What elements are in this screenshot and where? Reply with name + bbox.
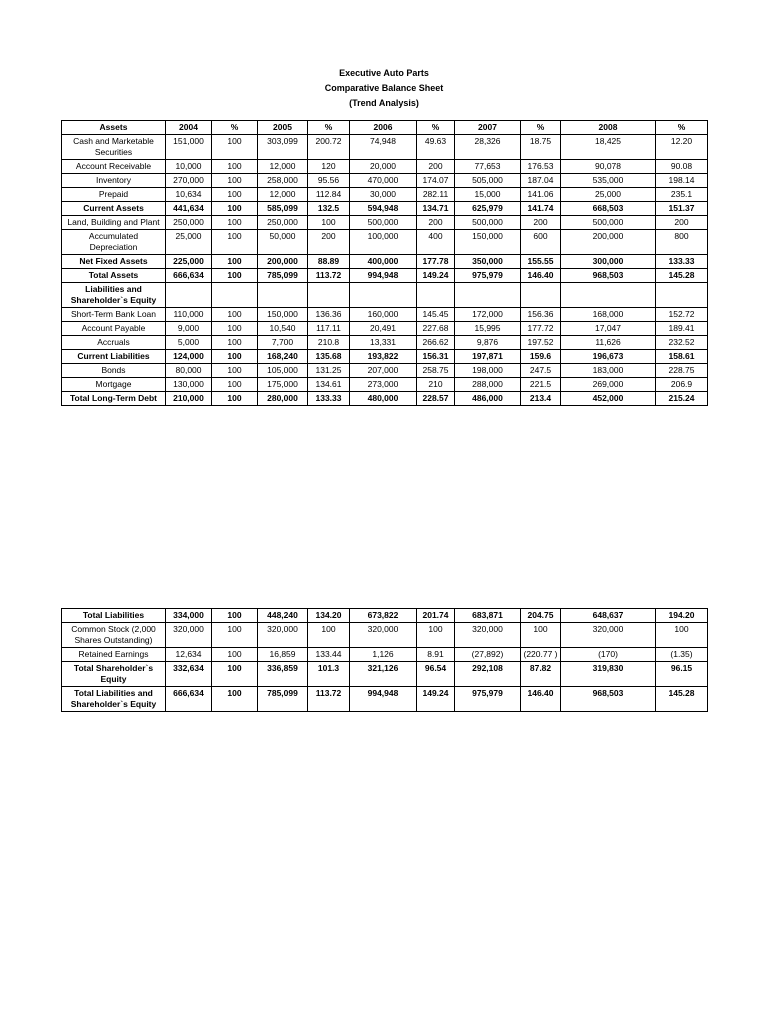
table-row xyxy=(62,255,708,269)
value-cell: 585,099 xyxy=(258,202,308,216)
value-cell: 100 xyxy=(308,623,350,648)
header-cell: % xyxy=(656,121,708,135)
value-cell: 994,948 xyxy=(350,687,417,712)
value-cell: 648,637 xyxy=(561,609,656,623)
value-cell: 594,948 xyxy=(350,202,417,216)
value-cell: 100 xyxy=(212,392,258,406)
value-cell: 96.54 xyxy=(417,662,455,687)
value-cell: 213.4 xyxy=(521,392,561,406)
value-cell: 100 xyxy=(212,648,258,662)
value-cell: 151,000 xyxy=(166,135,212,160)
value-cell: 159.6 xyxy=(521,350,561,364)
value-cell: 666,634 xyxy=(166,269,212,283)
header-cell: 2007 xyxy=(455,121,521,135)
value-cell: 100 xyxy=(417,623,455,648)
value-cell: 535,000 xyxy=(561,174,656,188)
value-cell: 968,503 xyxy=(561,687,656,712)
row-label: Total Liabilities xyxy=(62,609,166,623)
value-cell: 105,000 xyxy=(258,364,308,378)
value-cell: 625,979 xyxy=(455,202,521,216)
table-row xyxy=(62,230,708,255)
value-cell: 320,000 xyxy=(166,623,212,648)
value-cell: 151.37 xyxy=(656,202,708,216)
value-cell: 1,126 xyxy=(350,648,417,662)
value-cell: 258.75 xyxy=(417,364,455,378)
value-cell: 95.56 xyxy=(308,174,350,188)
value-cell: 100 xyxy=(212,216,258,230)
value-cell: 30,000 xyxy=(350,188,417,202)
value-cell: 174.07 xyxy=(417,174,455,188)
value-cell xyxy=(308,283,350,308)
sheet-title: Comparative Balance Sheet xyxy=(324,83,444,93)
table-row xyxy=(62,648,708,662)
value-cell: 145.28 xyxy=(656,269,708,283)
table-row xyxy=(62,160,708,174)
value-cell xyxy=(212,283,258,308)
row-label: Mortgage xyxy=(62,378,166,392)
value-cell xyxy=(656,283,708,308)
value-cell: 280,000 xyxy=(258,392,308,406)
value-cell: 100 xyxy=(521,623,561,648)
document-title-block xyxy=(0,66,768,111)
table-row xyxy=(62,378,708,392)
value-cell: 194.20 xyxy=(656,609,708,623)
value-cell: 470,000 xyxy=(350,174,417,188)
value-cell: 50,000 xyxy=(258,230,308,255)
balance-sheet-table xyxy=(61,120,708,406)
value-cell: 149.24 xyxy=(417,269,455,283)
value-cell: 20,000 xyxy=(350,160,417,174)
table-row xyxy=(62,135,708,160)
value-cell: (220.77 ) xyxy=(521,648,561,662)
row-label: Account Payable xyxy=(62,322,166,336)
value-cell: 269,000 xyxy=(561,378,656,392)
table-row xyxy=(62,392,708,406)
value-cell: 266.62 xyxy=(417,336,455,350)
value-cell: 500,000 xyxy=(350,216,417,230)
value-cell: 400,000 xyxy=(350,255,417,269)
table-header-row xyxy=(62,121,708,135)
value-cell: 452,000 xyxy=(561,392,656,406)
table-row xyxy=(62,364,708,378)
value-cell: 683,871 xyxy=(455,609,521,623)
table-row xyxy=(62,174,708,188)
value-cell: 158.61 xyxy=(656,350,708,364)
value-cell: 196,673 xyxy=(561,350,656,364)
value-cell: 100 xyxy=(212,308,258,322)
value-cell: 201.74 xyxy=(417,609,455,623)
value-cell: 100 xyxy=(212,364,258,378)
value-cell: 320,000 xyxy=(561,623,656,648)
value-cell: 177.78 xyxy=(417,255,455,269)
row-label: Inventory xyxy=(62,174,166,188)
value-cell: 15,995 xyxy=(455,322,521,336)
value-cell: 87.82 xyxy=(521,662,561,687)
row-label: Total Liabilities and Shareholder`s Equity xyxy=(62,687,166,712)
value-cell: 288,000 xyxy=(455,378,521,392)
value-cell: 13,331 xyxy=(350,336,417,350)
row-label: Current Assets xyxy=(62,202,166,216)
value-cell: 134.61 xyxy=(308,378,350,392)
value-cell: 100 xyxy=(212,687,258,712)
table-row xyxy=(62,283,708,308)
value-cell: 206.9 xyxy=(656,378,708,392)
table-row xyxy=(62,188,708,202)
value-cell: 145.28 xyxy=(656,687,708,712)
value-cell: 18.75 xyxy=(521,135,561,160)
value-cell: 11,626 xyxy=(561,336,656,350)
value-cell xyxy=(455,283,521,308)
value-cell: 100 xyxy=(212,160,258,174)
value-cell: 292,108 xyxy=(455,662,521,687)
row-label: Retained Earnings xyxy=(62,648,166,662)
value-cell: 90,078 xyxy=(561,160,656,174)
value-cell: 88.89 xyxy=(308,255,350,269)
value-cell: 336,859 xyxy=(258,662,308,687)
row-label: Accumulated Depreciation xyxy=(62,230,166,255)
table-row xyxy=(62,687,708,712)
value-cell: 975,979 xyxy=(455,269,521,283)
value-cell: 235.1 xyxy=(656,188,708,202)
value-cell: 319,830 xyxy=(561,662,656,687)
value-cell: 100 xyxy=(212,609,258,623)
value-cell: 200.72 xyxy=(308,135,350,160)
row-label: Total Long-Term Debt xyxy=(62,392,166,406)
value-cell: 800 xyxy=(656,230,708,255)
value-cell: 156.31 xyxy=(417,350,455,364)
value-cell: 100 xyxy=(212,336,258,350)
value-cell: 500,000 xyxy=(455,216,521,230)
value-cell: 12,000 xyxy=(258,188,308,202)
value-cell xyxy=(417,283,455,308)
row-label: Accruals xyxy=(62,336,166,350)
value-cell: 448,240 xyxy=(258,609,308,623)
value-cell: 25,000 xyxy=(561,188,656,202)
value-cell: 247.5 xyxy=(521,364,561,378)
value-cell: 177.72 xyxy=(521,322,561,336)
value-cell: 130,000 xyxy=(166,378,212,392)
value-cell: 666,634 xyxy=(166,687,212,712)
value-cell: 303,099 xyxy=(258,135,308,160)
table-row xyxy=(62,350,708,364)
value-cell: 135.68 xyxy=(308,350,350,364)
row-label: Net Fixed Assets xyxy=(62,255,166,269)
value-cell: 160,000 xyxy=(350,308,417,322)
value-cell: 200 xyxy=(521,216,561,230)
value-cell: 168,000 xyxy=(561,308,656,322)
table-row xyxy=(62,216,708,230)
value-cell: 225,000 xyxy=(166,255,212,269)
value-cell: 100 xyxy=(212,174,258,188)
value-cell: 480,000 xyxy=(350,392,417,406)
value-cell: 200,000 xyxy=(561,230,656,255)
row-label: Cash and Marketable Securities xyxy=(62,135,166,160)
value-cell: 146.40 xyxy=(521,687,561,712)
value-cell: 16,859 xyxy=(258,648,308,662)
value-cell: 141.06 xyxy=(521,188,561,202)
value-cell: 156.36 xyxy=(521,308,561,322)
row-label: Short-Term Bank Loan xyxy=(62,308,166,322)
row-label: Land, Building and Plant xyxy=(62,216,166,230)
value-cell: 210,000 xyxy=(166,392,212,406)
value-cell: 117.11 xyxy=(308,322,350,336)
value-cell: 150,000 xyxy=(455,230,521,255)
row-label: Liabilities and Shareholder`s Equity xyxy=(62,283,166,308)
value-cell: 49.63 xyxy=(417,135,455,160)
value-cell: 146.40 xyxy=(521,269,561,283)
value-cell: 7,700 xyxy=(258,336,308,350)
value-cell: 5,000 xyxy=(166,336,212,350)
value-cell: 100 xyxy=(212,135,258,160)
value-cell: 189.41 xyxy=(656,322,708,336)
value-cell: 227.68 xyxy=(417,322,455,336)
value-cell: 8.91 xyxy=(417,648,455,662)
value-cell: 136.36 xyxy=(308,308,350,322)
value-cell: 176.53 xyxy=(521,160,561,174)
value-cell: 197,871 xyxy=(455,350,521,364)
value-cell: 204.75 xyxy=(521,609,561,623)
value-cell: 113.72 xyxy=(308,269,350,283)
value-cell: 131.25 xyxy=(308,364,350,378)
value-cell: 198.14 xyxy=(656,174,708,188)
row-label: Total Assets xyxy=(62,269,166,283)
header-cell: 2004 xyxy=(166,121,212,135)
value-cell: 113.72 xyxy=(308,687,350,712)
value-cell: 183,000 xyxy=(561,364,656,378)
value-cell: 207,000 xyxy=(350,364,417,378)
value-cell: 150,000 xyxy=(258,308,308,322)
value-cell: 80,000 xyxy=(166,364,212,378)
value-cell: 12.20 xyxy=(656,135,708,160)
value-cell: 994,948 xyxy=(350,269,417,283)
value-cell: 20,491 xyxy=(350,322,417,336)
value-cell: 10,540 xyxy=(258,322,308,336)
value-cell: 149.24 xyxy=(417,687,455,712)
value-cell: 10,000 xyxy=(166,160,212,174)
value-cell: 282.11 xyxy=(417,188,455,202)
table-row xyxy=(62,609,708,623)
value-cell: 673,822 xyxy=(350,609,417,623)
header-cell-assets: Assets xyxy=(62,121,166,135)
value-cell xyxy=(521,283,561,308)
value-cell: 187.04 xyxy=(521,174,561,188)
value-cell: 9,876 xyxy=(455,336,521,350)
value-cell: 200 xyxy=(417,216,455,230)
value-cell: 441,634 xyxy=(166,202,212,216)
row-label: Account Receivable xyxy=(62,160,166,174)
value-cell: 232.52 xyxy=(656,336,708,350)
value-cell: 968,503 xyxy=(561,269,656,283)
value-cell: 133.44 xyxy=(308,648,350,662)
value-cell: 100 xyxy=(308,216,350,230)
value-cell: 134.20 xyxy=(308,609,350,623)
value-cell: 15,000 xyxy=(455,188,521,202)
value-cell: 100 xyxy=(212,202,258,216)
table-row xyxy=(62,269,708,283)
value-cell: 145.45 xyxy=(417,308,455,322)
value-cell: 120 xyxy=(308,160,350,174)
value-cell: 12,634 xyxy=(166,648,212,662)
value-cell: (170) xyxy=(561,648,656,662)
value-cell: 100 xyxy=(212,662,258,687)
value-cell: 210.8 xyxy=(308,336,350,350)
header-cell: % xyxy=(521,121,561,135)
value-cell: 258,000 xyxy=(258,174,308,188)
row-label: Prepaid xyxy=(62,188,166,202)
value-cell: 18,425 xyxy=(561,135,656,160)
header-cell: 2008 xyxy=(561,121,656,135)
value-cell: 334,000 xyxy=(166,609,212,623)
value-cell: 221.5 xyxy=(521,378,561,392)
value-cell: 90.08 xyxy=(656,160,708,174)
value-cell: 100 xyxy=(656,623,708,648)
value-cell: 270,000 xyxy=(166,174,212,188)
value-cell: 320,000 xyxy=(350,623,417,648)
value-cell: 100,000 xyxy=(350,230,417,255)
value-cell xyxy=(561,283,656,308)
value-cell: 273,000 xyxy=(350,378,417,392)
value-cell: 17,047 xyxy=(561,322,656,336)
row-label: Total Shareholder`s Equity xyxy=(62,662,166,687)
value-cell: 210 xyxy=(417,378,455,392)
value-cell: 320,000 xyxy=(455,623,521,648)
value-cell: 132.5 xyxy=(308,202,350,216)
equity-table xyxy=(61,608,708,712)
value-cell xyxy=(166,283,212,308)
value-cell: 250,000 xyxy=(258,216,308,230)
value-cell: 100 xyxy=(212,255,258,269)
value-cell: 228.57 xyxy=(417,392,455,406)
value-cell: 193,822 xyxy=(350,350,417,364)
value-cell: 134.71 xyxy=(417,202,455,216)
value-cell: 100 xyxy=(212,350,258,364)
value-cell: 100 xyxy=(212,623,258,648)
value-cell: 332,634 xyxy=(166,662,212,687)
value-cell: 250,000 xyxy=(166,216,212,230)
header-cell: % xyxy=(308,121,350,135)
value-cell: 141.74 xyxy=(521,202,561,216)
value-cell: 9,000 xyxy=(166,322,212,336)
value-cell: 100 xyxy=(212,378,258,392)
value-cell: 197.52 xyxy=(521,336,561,350)
value-cell: 505,000 xyxy=(455,174,521,188)
table-row xyxy=(62,336,708,350)
value-cell: 215.24 xyxy=(656,392,708,406)
value-cell: 486,000 xyxy=(455,392,521,406)
value-cell: 100 xyxy=(212,188,258,202)
value-cell: 96.15 xyxy=(656,662,708,687)
value-cell: (27,892) xyxy=(455,648,521,662)
value-cell: 785,099 xyxy=(258,269,308,283)
value-cell: 350,000 xyxy=(455,255,521,269)
table-row xyxy=(62,662,708,687)
value-cell xyxy=(258,283,308,308)
value-cell: 200 xyxy=(656,216,708,230)
table-row xyxy=(62,322,708,336)
value-cell: 100 xyxy=(212,269,258,283)
value-cell: 100 xyxy=(212,230,258,255)
value-cell: 400 xyxy=(417,230,455,255)
header-cell: % xyxy=(212,121,258,135)
header-cell: % xyxy=(417,121,455,135)
value-cell: 74,948 xyxy=(350,135,417,160)
value-cell: 77,653 xyxy=(455,160,521,174)
row-label: Current Liabilities xyxy=(62,350,166,364)
value-cell: 200 xyxy=(417,160,455,174)
value-cell: 168,240 xyxy=(258,350,308,364)
value-cell: 785,099 xyxy=(258,687,308,712)
value-cell: 124,000 xyxy=(166,350,212,364)
table-row xyxy=(62,623,708,648)
value-cell: 500,000 xyxy=(561,216,656,230)
value-cell xyxy=(350,283,417,308)
value-cell: 101.3 xyxy=(308,662,350,687)
table-row xyxy=(62,202,708,216)
value-cell: 228.75 xyxy=(656,364,708,378)
value-cell: 25,000 xyxy=(166,230,212,255)
value-cell: 321,126 xyxy=(350,662,417,687)
value-cell: 320,000 xyxy=(258,623,308,648)
value-cell: 112.84 xyxy=(308,188,350,202)
value-cell: 200 xyxy=(308,230,350,255)
value-cell: 100 xyxy=(212,322,258,336)
value-cell: 198,000 xyxy=(455,364,521,378)
value-cell: 110,000 xyxy=(166,308,212,322)
header-cell: 2006 xyxy=(350,121,417,135)
value-cell: 133.33 xyxy=(656,255,708,269)
table-row xyxy=(62,308,708,322)
value-cell: 10,634 xyxy=(166,188,212,202)
value-cell: 133.33 xyxy=(308,392,350,406)
sheet-subtitle: (Trend Analysis) xyxy=(349,98,419,108)
value-cell: 668,503 xyxy=(561,202,656,216)
value-cell: 12,000 xyxy=(258,160,308,174)
value-cell: 155.55 xyxy=(521,255,561,269)
company-name: Executive Auto Parts xyxy=(339,68,429,78)
value-cell: 600 xyxy=(521,230,561,255)
value-cell: 152.72 xyxy=(656,308,708,322)
value-cell: (1.35) xyxy=(656,648,708,662)
header-cell: 2005 xyxy=(258,121,308,135)
value-cell: 975,979 xyxy=(455,687,521,712)
value-cell: 172,000 xyxy=(455,308,521,322)
value-cell: 200,000 xyxy=(258,255,308,269)
row-label: Common Stock (2,000 Shares Outstanding) xyxy=(62,623,166,648)
value-cell: 175,000 xyxy=(258,378,308,392)
row-label: Bonds xyxy=(62,364,166,378)
value-cell: 28,326 xyxy=(455,135,521,160)
value-cell: 300,000 xyxy=(561,255,656,269)
